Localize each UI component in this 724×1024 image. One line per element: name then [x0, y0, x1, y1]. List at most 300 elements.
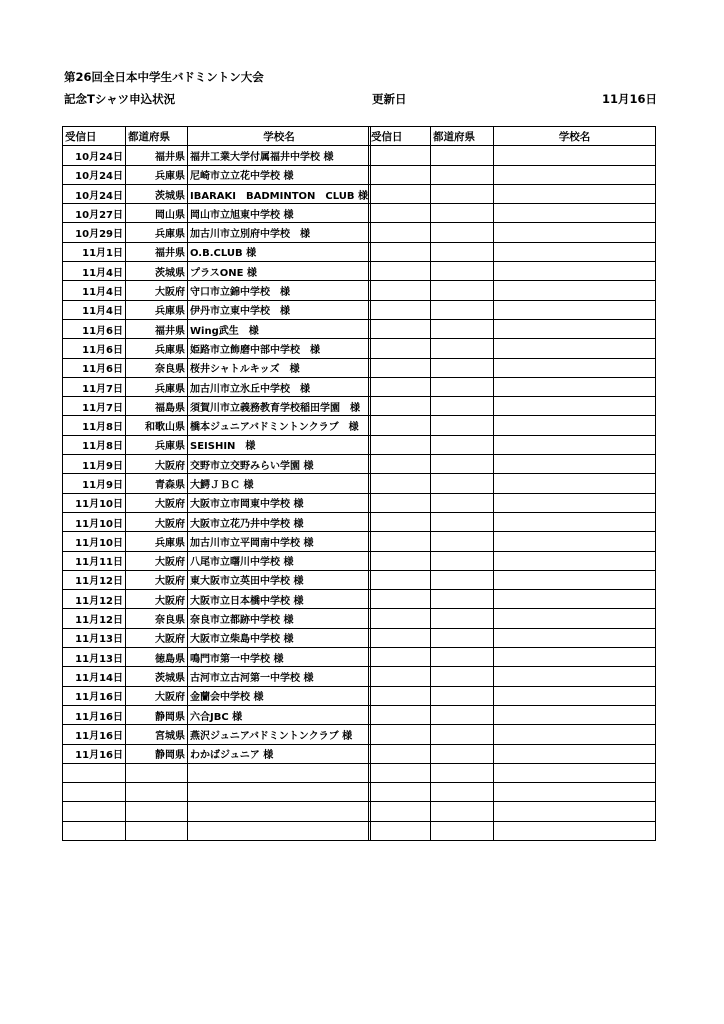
updated-label: 更新日 [372, 92, 407, 106]
table-row [369, 435, 656, 454]
prefecture-cell: 福井県 [126, 242, 188, 261]
empty-cell [431, 763, 494, 782]
school-name-cell: 桜井シャトルキッズ 様 [188, 358, 371, 377]
received-date-cell: 11月12日 [63, 590, 126, 609]
table-row [369, 590, 656, 609]
empty-cell [369, 358, 431, 377]
school-name-cell: 古河市立古河第一中学校 様 [188, 667, 371, 686]
table-row [63, 377, 371, 396]
prefecture-cell: 静岡県 [126, 744, 188, 763]
school-name-cell: 大阪市立日本橋中学校 様 [188, 590, 371, 609]
received-date-cell: 11月7日 [63, 377, 126, 396]
empty-cell [494, 705, 656, 724]
empty-cell [369, 455, 431, 474]
school-name-cell: 燕沢ジュニアバドミントンクラブ 様 [188, 725, 371, 744]
table-row [369, 821, 656, 840]
empty-cell [369, 821, 431, 840]
school-name-cell: 大鰐ＪＢＣ 様 [188, 474, 371, 493]
empty-cell [431, 512, 494, 531]
empty-cell [369, 165, 431, 184]
prefecture-cell: 福島県 [126, 397, 188, 416]
school-name-cell: 加古川市立平岡南中学校 様 [188, 532, 371, 551]
empty-cell [431, 551, 494, 570]
school-name-cell [188, 783, 371, 802]
table-row [369, 725, 656, 744]
prefecture-cell: 兵庫県 [126, 532, 188, 551]
empty-cell [431, 223, 494, 242]
empty-cell [494, 416, 656, 435]
empty-cell [494, 802, 656, 821]
table-row [369, 358, 656, 377]
table-row [369, 705, 656, 724]
column-header-date: 受信日 [63, 127, 126, 146]
empty-cell [369, 725, 431, 744]
table-row [369, 512, 656, 531]
received-date-cell: 11月12日 [63, 570, 126, 589]
empty-cell [494, 474, 656, 493]
prefecture-cell: 茨城県 [126, 184, 188, 203]
empty-cell [494, 435, 656, 454]
received-date-cell: 11月7日 [63, 397, 126, 416]
empty-cell [369, 262, 431, 281]
table-row [369, 204, 656, 223]
table-row [63, 397, 371, 416]
registration-table-right [368, 126, 656, 841]
table-row [63, 705, 371, 724]
empty-cell [431, 570, 494, 589]
school-name-cell: 大阪市立市岡東中学校 様 [188, 493, 371, 512]
empty-cell [431, 377, 494, 396]
updated-date: 11月16日 [602, 92, 658, 106]
table-row [369, 262, 656, 281]
received-date-cell: 11月8日 [63, 416, 126, 435]
empty-cell [494, 455, 656, 474]
prefecture-cell: 青森県 [126, 474, 188, 493]
empty-cell [494, 223, 656, 242]
empty-cell [369, 783, 431, 802]
empty-cell [494, 493, 656, 512]
received-date-cell: 11月4日 [63, 281, 126, 300]
received-date-cell: 11月16日 [63, 744, 126, 763]
empty-cell [494, 300, 656, 319]
table-row [63, 165, 371, 184]
received-date-cell: 10月24日 [63, 165, 126, 184]
empty-cell [369, 397, 431, 416]
prefecture-cell: 奈良県 [126, 358, 188, 377]
received-date-cell: 11月14日 [63, 667, 126, 686]
school-name-cell: 須賀川市立義務教育学校稲田学園 様 [188, 397, 371, 416]
empty-cell [494, 339, 656, 358]
school-name-cell: SEISHIN 様 [188, 435, 371, 454]
empty-cell [369, 551, 431, 570]
table-row [63, 725, 371, 744]
empty-cell [431, 474, 494, 493]
empty-cell [494, 667, 656, 686]
empty-cell [494, 551, 656, 570]
school-name-cell: 六合JBC 様 [188, 705, 371, 724]
column-header-prefecture: 都道府県 [431, 127, 494, 146]
empty-cell [369, 570, 431, 589]
empty-cell [494, 783, 656, 802]
empty-cell [494, 262, 656, 281]
empty-cell [369, 339, 431, 358]
empty-cell [431, 339, 494, 358]
table-row [369, 416, 656, 435]
school-name-cell: 福井工業大学付属福井中学校 様 [188, 146, 371, 165]
table-row [63, 648, 371, 667]
table-row [63, 821, 371, 840]
received-date-cell: 11月13日 [63, 628, 126, 647]
empty-cell [431, 416, 494, 435]
received-date-cell: 11月16日 [63, 725, 126, 744]
table-row [369, 551, 656, 570]
empty-cell [369, 242, 431, 261]
table-row [63, 667, 371, 686]
table-row [63, 570, 371, 589]
table-row [63, 609, 371, 628]
empty-cell [431, 184, 494, 203]
empty-cell [431, 204, 494, 223]
empty-cell [494, 204, 656, 223]
empty-cell [431, 725, 494, 744]
page-title: 第26回全日本中学生バドミントン大会 [64, 70, 264, 84]
table-row [63, 358, 371, 377]
table-row [63, 184, 371, 203]
table-row [369, 184, 656, 203]
prefecture-cell: 宮城県 [126, 725, 188, 744]
school-name-cell [188, 821, 371, 840]
received-date-cell: 10月24日 [63, 184, 126, 203]
prefecture-cell: 兵庫県 [126, 165, 188, 184]
prefecture-cell [126, 802, 188, 821]
table-row [369, 609, 656, 628]
table-row [63, 416, 371, 435]
empty-cell [369, 686, 431, 705]
table-row [63, 686, 371, 705]
empty-cell [431, 397, 494, 416]
school-name-cell: O.B.CLUB 様 [188, 242, 371, 261]
table-row [369, 474, 656, 493]
table-row [63, 204, 371, 223]
school-name-cell: IBARAKI BADMINTON CLUB 様 [188, 184, 371, 203]
empty-cell [431, 455, 494, 474]
empty-cell [494, 763, 656, 782]
received-date-cell: 11月4日 [63, 262, 126, 281]
prefecture-cell [126, 763, 188, 782]
table-row [369, 667, 656, 686]
table-row [369, 281, 656, 300]
received-date-cell [63, 783, 126, 802]
table-row [369, 648, 656, 667]
empty-cell [369, 763, 431, 782]
received-date-cell: 11月4日 [63, 300, 126, 319]
school-name-cell: 交野市立交野みらい学園 様 [188, 455, 371, 474]
table-row [63, 493, 371, 512]
received-date-cell: 11月10日 [63, 512, 126, 531]
table-row [369, 339, 656, 358]
empty-cell [369, 744, 431, 763]
empty-cell [431, 242, 494, 261]
table-header-row [369, 127, 656, 146]
table-row [369, 397, 656, 416]
empty-cell [431, 300, 494, 319]
empty-cell [431, 165, 494, 184]
school-name-cell: 加古川市立別府中学校 様 [188, 223, 371, 242]
table-row [369, 377, 656, 396]
table-row [63, 474, 371, 493]
table-row [369, 744, 656, 763]
table-row [63, 532, 371, 551]
empty-cell [369, 648, 431, 667]
empty-cell [369, 493, 431, 512]
school-name-cell [188, 802, 371, 821]
empty-cell [431, 705, 494, 724]
empty-cell [494, 744, 656, 763]
empty-cell [369, 512, 431, 531]
empty-cell [494, 165, 656, 184]
received-date-cell: 11月16日 [63, 705, 126, 724]
empty-cell [431, 146, 494, 165]
received-date-cell: 11月6日 [63, 339, 126, 358]
received-date-cell: 11月11日 [63, 551, 126, 570]
table-header-row [63, 127, 371, 146]
prefecture-cell [126, 783, 188, 802]
table-row [63, 512, 371, 531]
prefecture-cell: 岡山県 [126, 204, 188, 223]
empty-cell [494, 319, 656, 338]
empty-cell [369, 802, 431, 821]
prefecture-cell: 大阪府 [126, 551, 188, 570]
empty-cell [494, 628, 656, 647]
table-row [369, 686, 656, 705]
school-name-cell: 尼崎市立立花中学校 様 [188, 165, 371, 184]
table-row [63, 223, 371, 242]
table-row [369, 763, 656, 782]
empty-cell [369, 377, 431, 396]
table-row [63, 802, 371, 821]
school-name-cell: 橋本ジュニアバドミントンクラブ 様 [188, 416, 371, 435]
empty-cell [369, 184, 431, 203]
table-row [63, 551, 371, 570]
column-header-date: 受信日 [369, 127, 431, 146]
table-row [63, 783, 371, 802]
table-row [369, 570, 656, 589]
school-name-cell: 奈良市立都跡中学校 様 [188, 609, 371, 628]
table-row [63, 744, 371, 763]
page-subtitle: 記念Tシャツ申込状況 [64, 92, 176, 106]
column-header-school: 学校名 [188, 127, 371, 146]
empty-cell [494, 512, 656, 531]
prefecture-cell: 大阪府 [126, 512, 188, 531]
school-name-cell: プラスONE 様 [188, 262, 371, 281]
received-date-cell: 11月10日 [63, 493, 126, 512]
table-row [369, 532, 656, 551]
received-date-cell: 11月13日 [63, 648, 126, 667]
prefecture-cell [126, 821, 188, 840]
prefecture-cell: 茨城県 [126, 667, 188, 686]
table-row [369, 242, 656, 261]
prefecture-cell: 奈良県 [126, 609, 188, 628]
prefecture-cell: 兵庫県 [126, 300, 188, 319]
empty-cell [494, 648, 656, 667]
empty-cell [494, 377, 656, 396]
empty-cell [369, 319, 431, 338]
empty-cell [494, 725, 656, 744]
table-row [63, 300, 371, 319]
received-date-cell [63, 802, 126, 821]
empty-cell [369, 705, 431, 724]
table-row [63, 628, 371, 647]
empty-cell [431, 667, 494, 686]
school-name-cell: 伊丹市立東中学校 様 [188, 300, 371, 319]
table-row [369, 455, 656, 474]
empty-cell [494, 146, 656, 165]
school-name-cell: Wing武生 様 [188, 319, 371, 338]
empty-cell [431, 744, 494, 763]
table-row [369, 783, 656, 802]
empty-cell [494, 532, 656, 551]
table-row [63, 455, 371, 474]
empty-cell [431, 628, 494, 647]
received-date-cell: 11月9日 [63, 455, 126, 474]
empty-cell [369, 590, 431, 609]
empty-cell [431, 648, 494, 667]
prefecture-cell: 大阪府 [126, 686, 188, 705]
table-row [369, 223, 656, 242]
table-row [63, 319, 371, 338]
empty-cell [494, 242, 656, 261]
column-header-prefecture: 都道府県 [126, 127, 188, 146]
table-row [369, 802, 656, 821]
empty-cell [494, 281, 656, 300]
received-date-cell: 11月16日 [63, 686, 126, 705]
empty-cell [369, 435, 431, 454]
table-row [369, 628, 656, 647]
table-row [369, 146, 656, 165]
received-date-cell [63, 821, 126, 840]
received-date-cell: 11月10日 [63, 532, 126, 551]
empty-cell [431, 493, 494, 512]
school-name-cell: 大阪市立花乃井中学校 様 [188, 512, 371, 531]
school-name-cell: 東大阪市立英田中学校 様 [188, 570, 371, 589]
table-row [63, 590, 371, 609]
empty-cell [369, 609, 431, 628]
table-row [63, 262, 371, 281]
table-row [63, 763, 371, 782]
empty-cell [369, 474, 431, 493]
table-row [369, 165, 656, 184]
table-row [63, 146, 371, 165]
prefecture-cell: 大阪府 [126, 455, 188, 474]
school-name-cell: 守口市立錦中学校 様 [188, 281, 371, 300]
table-row [369, 493, 656, 512]
empty-cell [369, 667, 431, 686]
received-date-cell [63, 763, 126, 782]
empty-cell [431, 590, 494, 609]
received-date-cell: 10月27日 [63, 204, 126, 223]
prefecture-cell: 福井県 [126, 146, 188, 165]
empty-cell [431, 281, 494, 300]
school-name-cell: 八尾市立曙川中学校 様 [188, 551, 371, 570]
prefecture-cell: 兵庫県 [126, 377, 188, 396]
registration-table-left [62, 126, 371, 841]
empty-cell [431, 532, 494, 551]
school-name-cell: 岡山市立旭東中学校 様 [188, 204, 371, 223]
prefecture-cell: 静岡県 [126, 705, 188, 724]
empty-cell [369, 146, 431, 165]
empty-cell [431, 609, 494, 628]
received-date-cell: 11月1日 [63, 242, 126, 261]
school-name-cell: 鳴門市第一中学校 様 [188, 648, 371, 667]
prefecture-cell: 大阪府 [126, 590, 188, 609]
empty-cell [431, 802, 494, 821]
empty-cell [431, 358, 494, 377]
received-date-cell: 11月12日 [63, 609, 126, 628]
table-row [63, 435, 371, 454]
school-name-cell: わかばジュニア 様 [188, 744, 371, 763]
prefecture-cell: 兵庫県 [126, 223, 188, 242]
empty-cell [369, 416, 431, 435]
empty-cell [369, 223, 431, 242]
table-row [369, 319, 656, 338]
empty-cell [369, 300, 431, 319]
prefecture-cell: 福井県 [126, 319, 188, 338]
empty-cell [431, 262, 494, 281]
prefecture-cell: 大阪府 [126, 281, 188, 300]
empty-cell [494, 397, 656, 416]
empty-cell [431, 435, 494, 454]
empty-cell [494, 570, 656, 589]
empty-cell [494, 609, 656, 628]
empty-cell [494, 184, 656, 203]
received-date-cell: 10月24日 [63, 146, 126, 165]
table-row [63, 339, 371, 358]
table-row [369, 300, 656, 319]
prefecture-cell: 兵庫県 [126, 435, 188, 454]
school-name-cell: 加古川市立氷丘中学校 様 [188, 377, 371, 396]
empty-cell [369, 204, 431, 223]
received-date-cell: 10月29日 [63, 223, 126, 242]
empty-cell [494, 686, 656, 705]
prefecture-cell: 大阪府 [126, 493, 188, 512]
received-date-cell: 11月6日 [63, 358, 126, 377]
empty-cell [494, 590, 656, 609]
empty-cell [369, 532, 431, 551]
school-name-cell: 姫路市立飾磨中部中学校 様 [188, 339, 371, 358]
prefecture-cell: 大阪府 [126, 570, 188, 589]
empty-cell [494, 821, 656, 840]
prefecture-cell: 大阪府 [126, 628, 188, 647]
prefecture-cell: 兵庫県 [126, 339, 188, 358]
empty-cell [431, 319, 494, 338]
empty-cell [431, 783, 494, 802]
prefecture-cell: 和歌山県 [126, 416, 188, 435]
received-date-cell: 11月9日 [63, 474, 126, 493]
received-date-cell: 11月6日 [63, 319, 126, 338]
empty-cell [369, 628, 431, 647]
column-header-school: 学校名 [494, 127, 656, 146]
empty-cell [431, 821, 494, 840]
received-date-cell: 11月8日 [63, 435, 126, 454]
table-row [63, 242, 371, 261]
school-name-cell [188, 763, 371, 782]
school-name-cell: 金蘭会中学校 様 [188, 686, 371, 705]
empty-cell [494, 358, 656, 377]
empty-cell [369, 281, 431, 300]
prefecture-cell: 茨城県 [126, 262, 188, 281]
prefecture-cell: 徳島県 [126, 648, 188, 667]
table-row [63, 281, 371, 300]
